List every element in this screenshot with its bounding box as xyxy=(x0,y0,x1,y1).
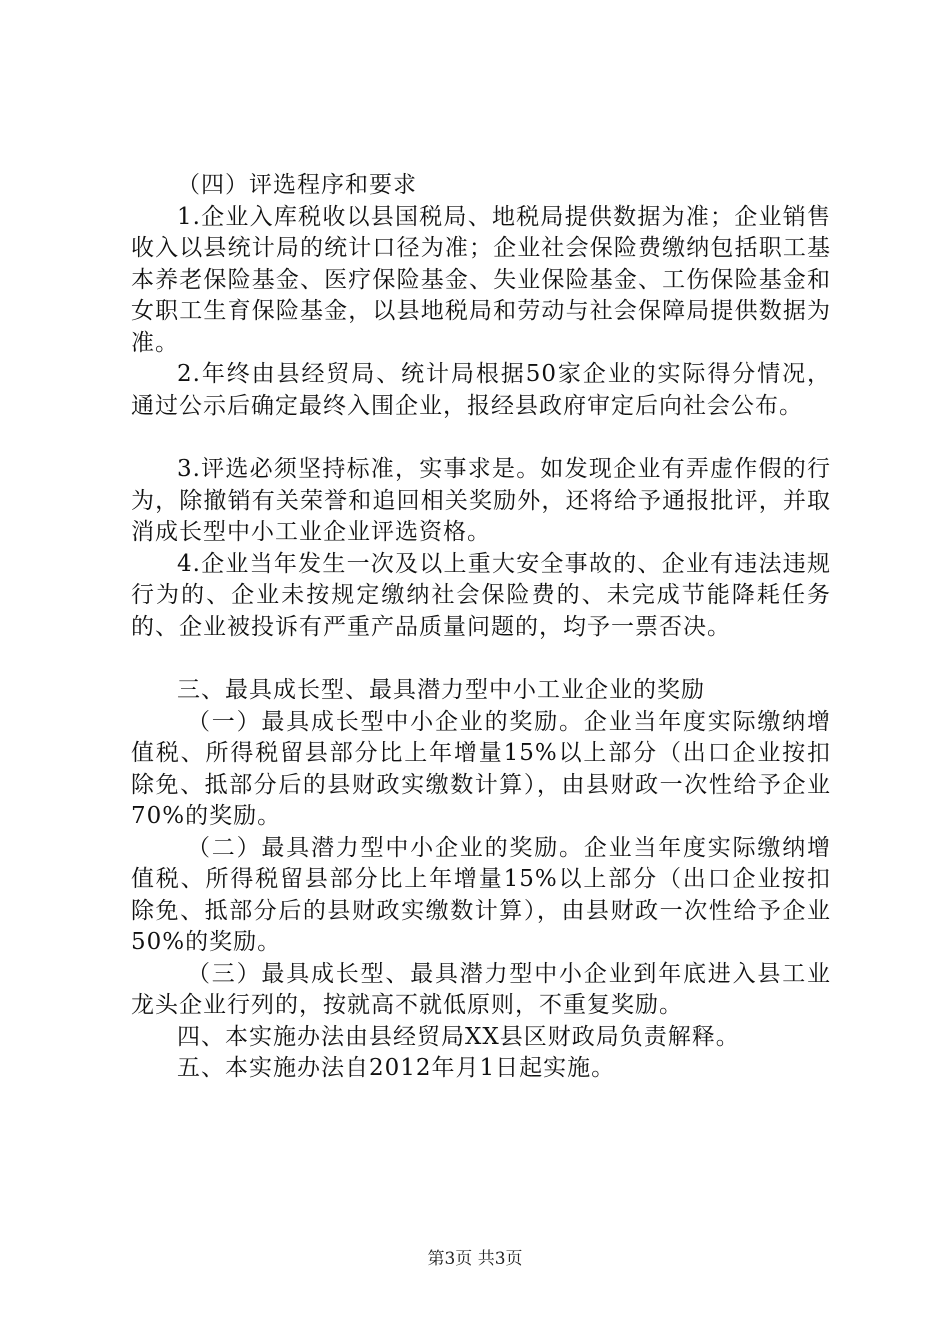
paragraph-item-3: 3.评选必须坚持标准，实事求是。如发现企业有弄虚作假的行为，除撤销有关荣誉和追回相关奖励外，还将给予通报批评，并取消成长型中小工业企业评选资格。 xyxy=(131,456,831,545)
page-footer: 第3页 共3页 xyxy=(427,1249,523,1269)
paragraph-item-1: 1.企业入库税收以县国税局、地税局提供数据为准；企业销售收入以县统计局的统计口径为准；企业社会保险费缴纳包括职工基本养老保险基金、医疗保险基金、失业保险基金、工伤保险基金和女职工生育保险基金，以县地税局和劳动与社会保障局提供数据为准。 xyxy=(131,203,831,356)
paragraph-reward-no-duplicate: （三）最具成长型、最具潜力型中小企业到年底进入县工业龙头企业行列的，按就高不就低原则，不重复奖励。 xyxy=(131,960,831,1018)
document-body xyxy=(131,170,831,1085)
paragraph-effective-date: 五、本实施办法自2012年月1日起实施。 xyxy=(177,1055,616,1081)
paragraph-item-2: 2.年终由县经贸局、统计局根据50家企业的实际得分情况，通过公示后确定最终入围企业，报经县政府审定后向社会公布。 xyxy=(131,361,831,419)
section-heading-rewards: 三、最具成长型、最具潜力型中小工业企业的奖励 xyxy=(177,677,705,703)
section-heading-evaluation-procedure: （四）评选程序和要求 xyxy=(177,172,417,198)
paragraph-item-4: 4.企业当年发生一次及以上重大安全事故的、企业有违法违规行为的、企业未按规定缴纳社会保险费的、未完成节能降耗任务的、企业被投诉有严重产品质量问题的，均予一票否决。 xyxy=(131,550,831,640)
paragraph-interpretation: 四、本实施办法由县经贸局XX县区财政局负责解释。 xyxy=(177,1023,740,1050)
paragraph-reward-growth: （一）最具成长型中小企业的奖励。企业当年度实际缴纳增值税、所得税留县部分比上年增量15%以上部分（出口企业按扣除免、抵部分后的县财政实缴数计算），由县财政一次性给予企业70%的奖励。 xyxy=(131,708,831,829)
paragraph-reward-potential: （二）最具潜力型中小企业的奖励。企业当年度实际缴纳增值税、所得税留县部分比上年增量15%以上部分（出口企业按扣除免、抵部分后的县财政实缴数计算），由县财政一次性给予企业50%的奖励。 xyxy=(131,834,831,955)
